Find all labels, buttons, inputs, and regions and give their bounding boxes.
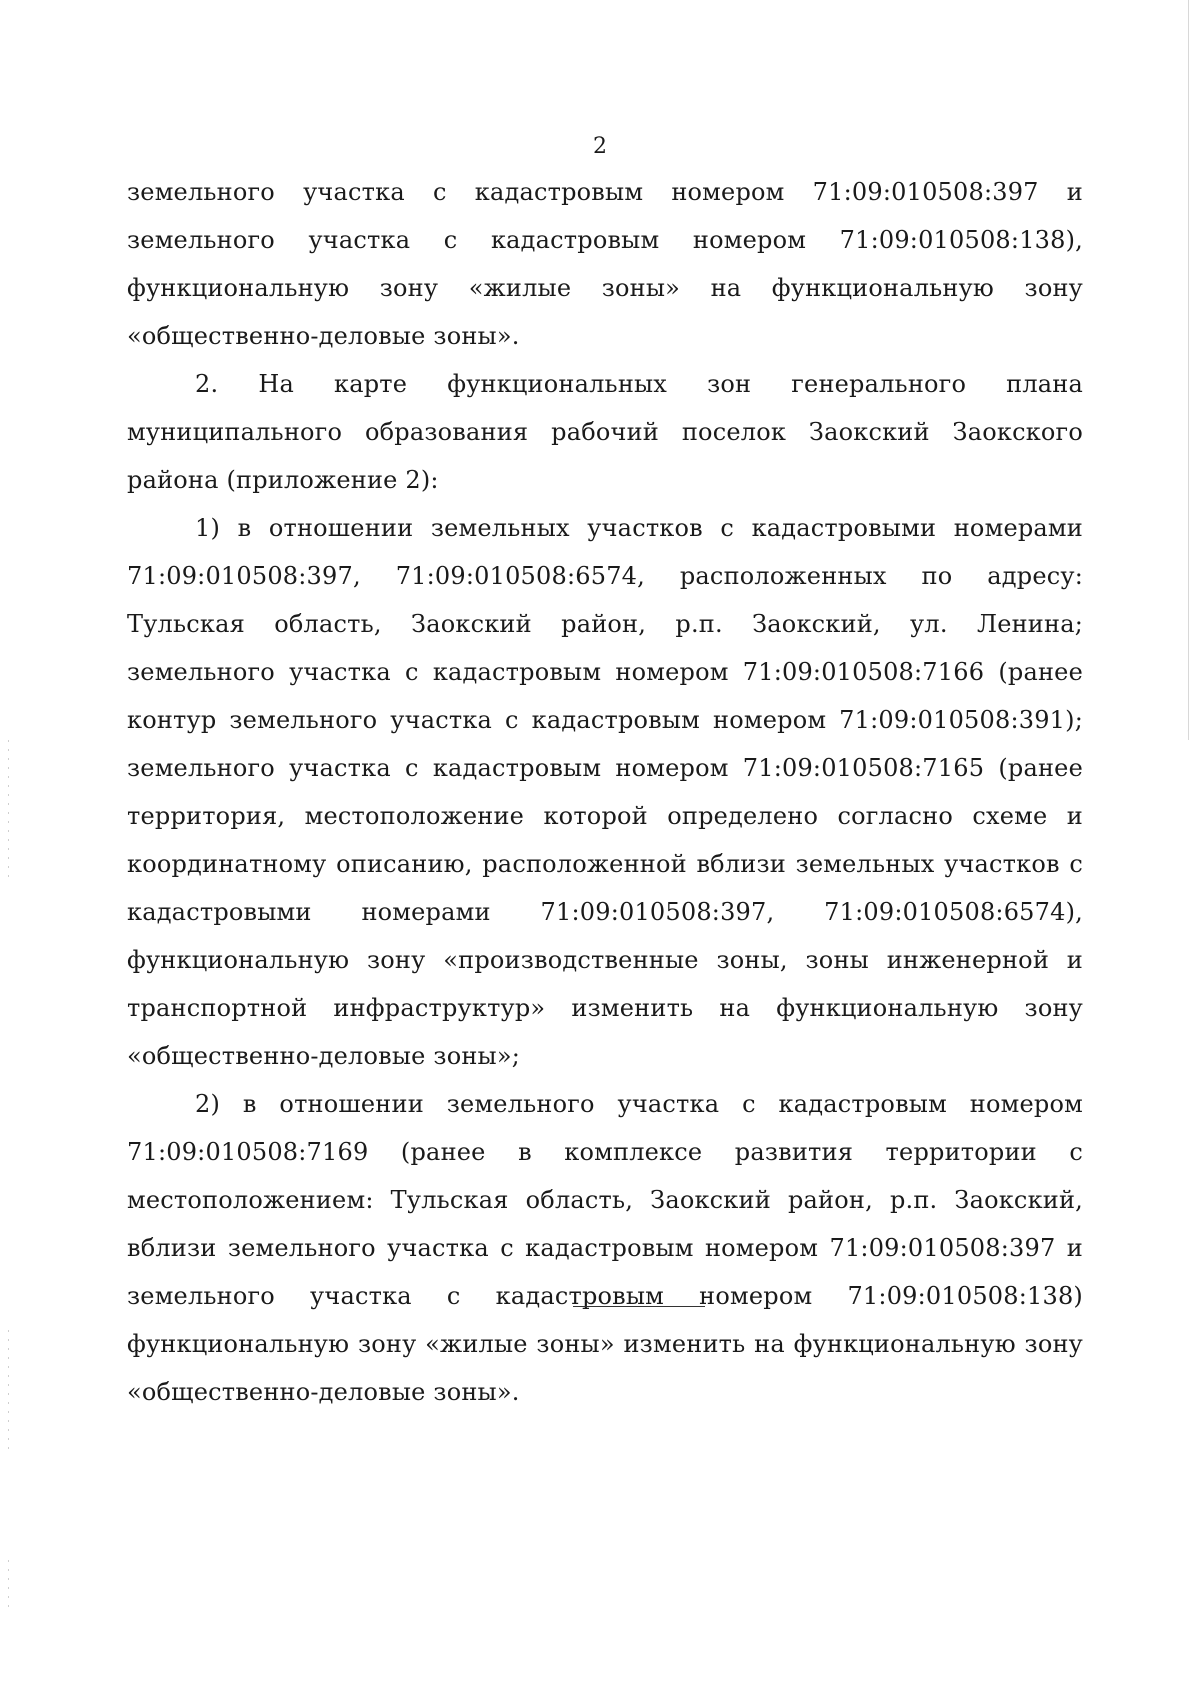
paragraph-item-2: 2. На карте функциональных зон генерального плана муниципального образования рабочий поселок Заокский Заокского района (приложение 2): <box>127 370 1083 494</box>
scan-margin-dots <box>8 1560 9 1610</box>
scan-edge-line <box>1188 0 1189 740</box>
paragraph-subitem-2: 2) в отношении земельного участка с кадастровым номером 71:09:010508:7169 (ранее в комплексе развития территории с местоположением: Тульская область, Заокский район, р.п. Заокский, вблизи земельного участка с кадастровым номером 71:09:010508:397 и земельного участка с кадастровым номером 71:09:010508:138) функциональную зону «жилые зоны» изменить на функциональную зону «общественно-деловые зоны». <box>127 1090 1083 1406</box>
end-of-text-rule <box>573 1306 705 1307</box>
page-number: 2 <box>593 134 607 159</box>
scan-margin-dots <box>8 740 9 880</box>
scan-margin-dots <box>8 1330 9 1450</box>
paragraph-subitem-1: 1) в отношении земельных участков с кадастровыми номерами 71:09:010508:397, 71:09:010508:6574, расположенных по адресу: Тульская область, Заокский район, р.п. Заокский, ул. Ленина; земельного участка с кадастровым номером 71:09:010508:7166 (ранее контур земельного участка с кадастровым номером 71:09:010508:391); земельного участка с кадастровым номером 71:09:010508:7165 (ранее территория, местоположение которой определено согласно схеме и координатному описанию, расположенной вблизи земельных участков с кадастровыми номерами 71:09:010508:397, 71:09:010508:6574), функциональную зону «производственные зоны, зоны инженерной и транспортной инфраструктур» изменить на функциональную зону «общественно-деловые зоны»; <box>127 514 1083 1070</box>
paragraph-continuation: земельного участка с кадастровым номером 71:09:010508:397 и земельного участка с кадастровым номером 71:09:010508:138), функциональную зону «жилые зоны» на функциональную зону «общественно-деловые зоны». <box>127 178 1083 350</box>
document-body <box>127 168 1083 1416</box>
